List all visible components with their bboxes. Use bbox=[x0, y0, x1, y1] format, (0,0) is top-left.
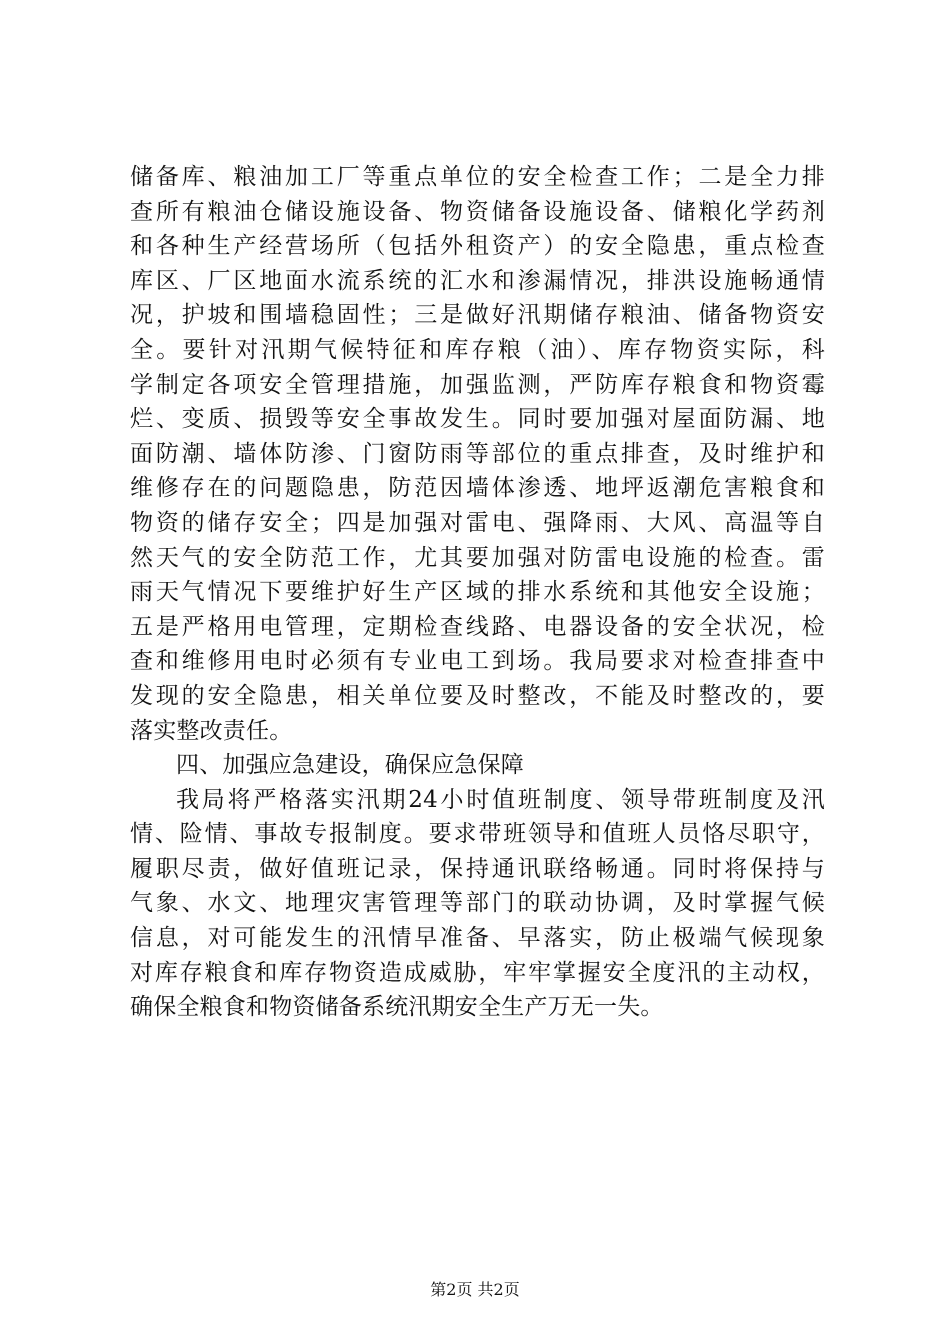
page-number-footer: 第2页 共2页 bbox=[430, 1280, 520, 1299]
text-line: 对库存粮食和库存物资造成威胁，牢牢掌握安全度汛的主动权， bbox=[130, 959, 825, 986]
text-line: 落实整改责任。 bbox=[130, 717, 293, 744]
text-line: 全。要针对汛期气候特征和库存粮（油）、库存物资实际，科 bbox=[130, 336, 825, 363]
text-line: 查所有粮油仓储设施设备、物资储备设施设备、储粮化学药剂 bbox=[130, 198, 825, 225]
text-line: 发现的安全隐患，相关单位要及时整改，不能及时整改的，要 bbox=[130, 682, 825, 709]
text-line: 烂、变质、损毁等安全事故发生。同时要加强对屋面防漏、地 bbox=[130, 406, 825, 433]
text-line: 和各种生产经营场所（包括外租资产）的安全隐患，重点检查 bbox=[130, 233, 825, 260]
section-heading: 四、加强应急建设，确保应急保障 bbox=[176, 752, 524, 779]
text-line: 况，护坡和围墙稳固性；三是做好汛期储存粮油、储备物资安 bbox=[130, 302, 825, 329]
text-line: 查和维修用电时必须有专业电工到场。我局要求对检查排查中 bbox=[130, 648, 825, 675]
text-line: 雨天气情况下要维护好生产区域的排水系统和其他安全设施； bbox=[130, 579, 825, 606]
text-line: 面防潮、墙体防渗、门窗防雨等部位的重点排查，及时维护和 bbox=[130, 440, 825, 467]
text-line: 履职尽责，做好值班记录，保持通讯联络畅通。同时将保持与 bbox=[130, 855, 825, 882]
text-line: 气象、水文、地理灾害管理等部门的联动协调，及时掌握气候 bbox=[130, 890, 825, 917]
text-line: 学制定各项安全管理措施，加强监测，严防库存粮食和物资霉 bbox=[130, 371, 825, 398]
text-line: 确保全粮食和物资储备系统汛期安全生产万无一失。 bbox=[130, 994, 664, 1021]
text-line: 我局将严格落实汛期24小时值班制度、领导带班制度及汛 bbox=[176, 786, 825, 813]
text-line: 信息，对可能发生的汛情早准备、早落实，防止极端气候现象 bbox=[130, 925, 825, 952]
text-line: 物资的储存安全；四是加强对雷电、强降雨、大风、高温等自 bbox=[130, 509, 825, 536]
document-body bbox=[130, 160, 825, 1025]
text-line: 维修存在的问题隐患，防范因墙体渗透、地坪返潮危害粮食和 bbox=[130, 475, 825, 502]
text-line: 然天气的安全防范工作，尤其要加强对防雷电设施的检查。雷 bbox=[130, 544, 825, 571]
text-line: 库区、厂区地面水流系统的汇水和渗漏情况，排洪设施畅通情 bbox=[130, 267, 825, 294]
text-line: 储备库、粮油加工厂等重点单位的安全检查工作；二是全力排 bbox=[130, 164, 825, 190]
text-line: 五是严格用电管理，定期检查线路、电器设备的安全状况，检 bbox=[130, 613, 825, 640]
text-line: 情、险情、事故专报制度。要求带班领导和值班人员恪尽职守， bbox=[130, 821, 825, 848]
